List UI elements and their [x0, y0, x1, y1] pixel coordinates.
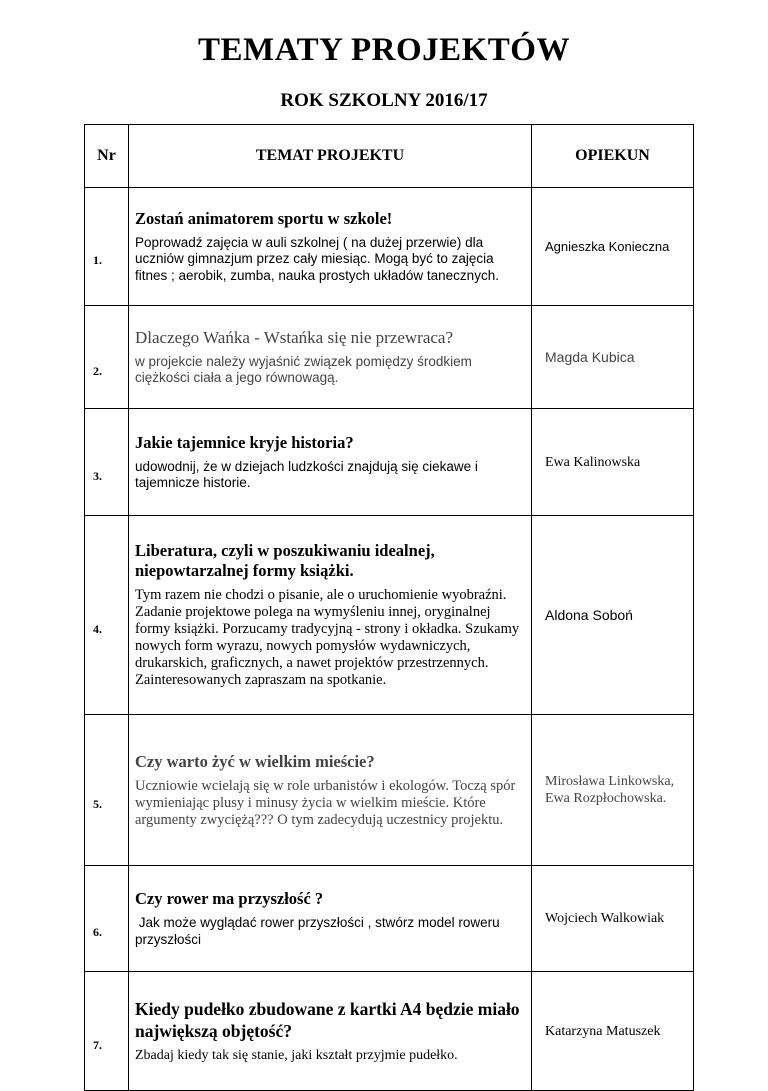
- topic-description: Jak może wyglądać rower przyszłości , stwórz model roweru przyszłości: [135, 915, 504, 947]
- column-header-nr: Nr: [85, 125, 129, 188]
- row-number: 3.: [85, 409, 129, 516]
- topic-title: Kiedy pudełko zbudowane z kartki A4 będzie miało największą objętość?: [135, 998, 520, 1041]
- table-row: [85, 972, 694, 1091]
- topic-title: Zostań animatorem sportu w szkole!: [135, 208, 393, 228]
- topic-cell: [129, 409, 532, 516]
- page-title: TEMATY PROJEKTÓW: [198, 32, 570, 68]
- topic-description: Uczniowie wcielają się w role urbanistów i ekologów. Toczą spór wymieniając plusy i minusy życia w wielkim mieście. Które argumenty zwyciężą??? O tym zadecydują uczestnicy projektu.: [135, 777, 516, 828]
- row-number: 1.: [85, 188, 129, 306]
- projects-table: [84, 124, 694, 1091]
- topic-description: Zbadaj kiedy tak się stanie, jaki kształt przyjmie pudełko.: [135, 1047, 458, 1063]
- owner-name: Magda Kubica: [532, 306, 694, 409]
- topic-title: Jakie tajemnice kryje historia?: [135, 432, 354, 452]
- column-header-topic: TEMAT PROJEKTU: [129, 125, 532, 188]
- table-row: [85, 409, 694, 516]
- topic-cell: [129, 715, 532, 866]
- owner-name: Aldona Soboń: [532, 516, 694, 715]
- row-number: 2.: [85, 306, 129, 409]
- table-row: [85, 715, 694, 866]
- row-number: 7.: [85, 972, 129, 1091]
- topic-description: Poprowadź zajęcia w auli szkolnej ( na dużej przerwie) dla uczniów gimnazjum przez cały miesiąc. Mogą być to zajęcia fitnes ; aerobik, zumba, nauka prostych układów tanecznych.: [135, 234, 499, 283]
- owner-name: Agnieszka Konieczna: [532, 188, 694, 306]
- topic-cell: [129, 972, 532, 1091]
- topic-cell: [129, 866, 532, 972]
- table-row: [85, 516, 694, 715]
- topic-title: Dlaczego Wańka - Wstańka się nie przewraca?: [135, 327, 454, 347]
- owner-name: Mirosława Linkowska, Ewa Rozpłochowska.: [532, 715, 694, 866]
- page-subtitle: ROK SZKOLNY 2016/17: [280, 90, 488, 111]
- row-number: 6.: [85, 866, 129, 972]
- table-row: [85, 866, 694, 972]
- topic-title: Czy warto żyć w wielkim mieście?: [135, 751, 375, 771]
- topic-description: w projekcie należy wyjaśnić związek pomiędzy środkiem ciężkości ciała a jego równowagą.: [135, 353, 472, 385]
- topic-cell: [129, 188, 532, 306]
- topic-cell: [129, 306, 532, 409]
- row-number: 4.: [85, 516, 129, 715]
- table-row: [85, 188, 694, 306]
- topic-cell: [129, 516, 532, 715]
- column-header-owner: OPIEKUN: [532, 125, 694, 188]
- topic-description: Tym razem nie chodzi o pisanie, ale o uruchomienie wyobraźni. Zadanie projektowe polega na wymyśleniu innej, oryginalnej formy książki. Porzucamy tradycyjną - strony i okładka. Szukamy nowych form wyrazu, nowych pomysłów wydawniczych, drukarskich, graficznych, a nawet projektów przestrzennych. Zainteresowanych zapraszam na spotkanie.: [135, 587, 520, 688]
- topic-title: Czy rower ma przyszłość ?: [135, 889, 324, 908]
- topic-description: udowodnij, że w dziejach ludzkości znajdują się ciekawe i tajemnicze historie.: [135, 458, 478, 490]
- owner-name: Katarzyna Matuszek: [532, 972, 694, 1091]
- owner-name: Wojciech Walkowiak: [532, 866, 694, 972]
- table-header-row: [85, 125, 694, 188]
- row-number: 5.: [85, 715, 129, 866]
- topic-title: Liberatura, czyli w poszukiwaniu idealnej, niepowtarzalnej formy książki.: [135, 541, 435, 580]
- owner-name: Ewa Kalinowska: [532, 409, 694, 516]
- table-row: [85, 306, 694, 409]
